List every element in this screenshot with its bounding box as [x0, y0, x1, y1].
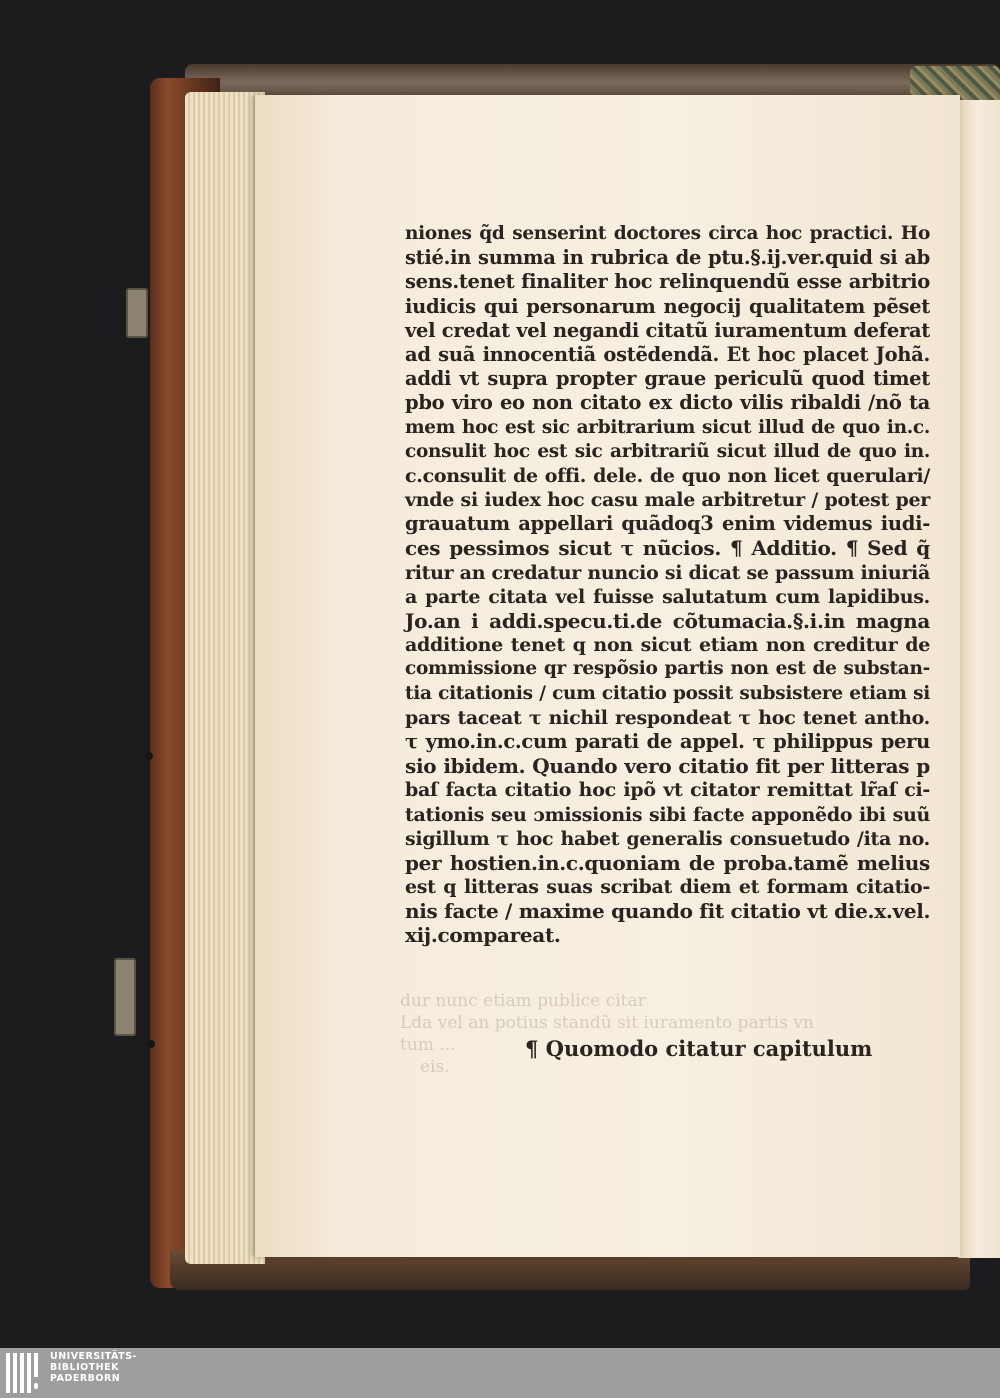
text-line: vnde si iudex hoc casu male arbitretur / potest per — [405, 489, 930, 512]
text-line: sens.tenet finaliter hoc relinquendũ esse arbitrio — [405, 270, 930, 294]
text-line: grauatum appellari quãdoq3 enim videmus iudi- — [405, 512, 930, 536]
text-line: mem hoc est sic arbitrarium sicut illud de quo in.c. — [405, 416, 930, 438]
bleed-line: eis. — [420, 1057, 450, 1077]
text-line: consulit hoc est sic arbitrariũ sicut illud de quo in. — [405, 440, 930, 462]
text-line: sigillum τ hoc habet generalis consuetudo /ita no. — [405, 827, 930, 850]
text-line: per hostien.in.c.quoniam de proba.tamẽ melius — [405, 850, 930, 875]
page-stack-edge — [185, 92, 265, 1264]
logo-line: BIBLIOTHEK — [50, 1362, 119, 1373]
text-line: addi vt supra propter graue periculũ quod timet — [405, 367, 930, 391]
text-line: Jo.an i addi.specu.ti.de cõtumacia.§.i.in magna — [405, 609, 930, 633]
text-line: pbo viro eo non citato ex dicto vilis ribaldi /nõ ta — [405, 391, 930, 415]
text-line: sio ibidem. Quando vero citatio fit per litteras p — [405, 754, 930, 779]
text-line: additione tenet q non sicut etiam non creditur de — [405, 634, 930, 657]
text-line: nis facte / maxime quando fit citatio vt die.x.vel. — [405, 899, 931, 924]
text-line: stié.in summa in rubrica de ptu.§.ij.ver.quid si ab — [405, 246, 930, 270]
bleed-line: Lda vel an potius standũ sit iuramento partis vn — [400, 1013, 814, 1033]
text-line-last: xij.compareat. — [405, 923, 561, 948]
library-logo-text — [50, 1351, 137, 1384]
text-line: c.consulit de offi. dele. de quo non licet querulari/ — [405, 464, 930, 487]
text-line: tia citationis / cum citatio possit subsistere etiam si — [405, 682, 930, 704]
text-line: ad suã innocentiã ostẽdendã. Et hoc placet Johã. — [405, 342, 930, 366]
footer-bar — [0, 1348, 1000, 1398]
facing-page-edge — [958, 100, 1000, 1258]
text-line: est q litteras suas scribat diem et formam citatio- — [405, 876, 930, 899]
text-line: vel credat vel negandi citatũ iuramentum deferat — [405, 318, 930, 342]
nail-icon — [147, 1040, 155, 1048]
clasp-bottom-icon — [114, 958, 136, 1036]
bleed-line: dur nunc etiam publice citar — [400, 991, 646, 1011]
text-line: baſ facta citatio hoc ipõ vt citator remittat lr̃aſ ci- — [405, 779, 930, 802]
logo-line: UNIVERSITÄTS- — [50, 1351, 137, 1362]
text-line: ces pessimos sicut τ nũcios. ¶ Additio. ¶ Sed q̃ — [405, 536, 930, 561]
text-line: τ ymo.in.c.cum parati de appel. τ philippus peru — [405, 729, 930, 753]
text-line: tationis seu ɔmissionis sibi facte apponẽdo ibi suũ — [405, 803, 930, 826]
clasp-top-icon — [126, 288, 148, 338]
text-line: ritur an credatur nuncio si dicat se passum iniuriã — [405, 561, 930, 584]
text-line: iudicis qui personarum negocij qualitatem pẽset — [405, 294, 930, 318]
text-line: pars taceat τ nichil respondeat τ hoc tenet antho. — [405, 706, 930, 729]
nail-icon — [145, 752, 153, 760]
library-logo-icon — [6, 1353, 46, 1393]
text-line: a parte citata vel fuisse salutatum cum lapidibus. — [405, 585, 930, 608]
bleed-line: tum ... — [400, 1035, 456, 1055]
text-line: commissione qr respõsio partis non est de substan- — [405, 658, 930, 680]
chapter-heading: ¶ Quomodo citatur capitulum — [525, 1036, 873, 1061]
text-line: niones q̃d senserint doctores circa hoc practici. Ho — [405, 223, 930, 244]
bleed-through-text — [400, 990, 920, 1078]
logo-line: PADERBORN — [50, 1373, 121, 1384]
body-text — [405, 222, 930, 948]
